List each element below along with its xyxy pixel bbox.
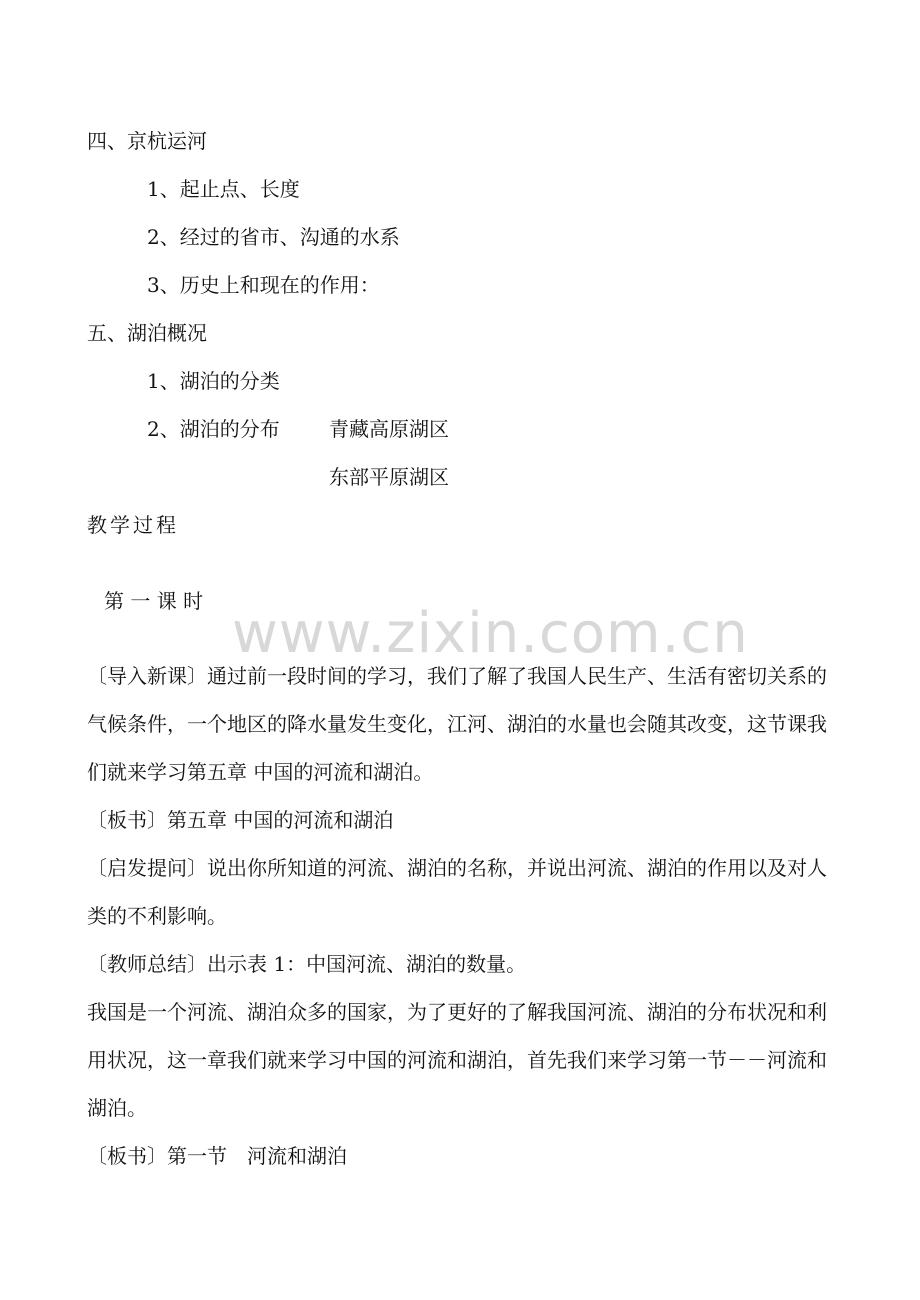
section4-item-3: 3、历史上和现在的作用： [147, 273, 380, 297]
lesson-heading: 第 一 课 时 [104, 589, 204, 613]
section4-item-2: 2、经过的省市、沟通的水系 [147, 225, 400, 249]
section5-item-2: 2、湖泊的分布 [147, 417, 280, 441]
section4-item-1: 1、起止点、长度 [147, 177, 300, 201]
paragraph-intro: 〔导入新课〕通过前一段时间的学习，我们了解了我国人民生产、生活有密切关系的气候条件，一个地区的降水量发生变化，江河、湖泊的水量也会随其改变，这节课我们就来学习第五章 中国的河流和湖泊。 [87, 664, 827, 784]
paragraph-summary: 〔教师总结〕出示表 1：中国河流、湖泊的数量。 [87, 952, 527, 976]
watermark: www.zixin.com.cn [232, 601, 749, 666]
section5-heading: 五、湖泊概况 [87, 321, 207, 345]
paragraph-question: 〔启发提问〕说出你所知道的河流、湖泊的名称，并说出河流、湖泊的作用以及对人类的不利影响。 [87, 856, 827, 928]
section5-item-1: 1、湖泊的分类 [147, 369, 280, 393]
paragraph-board-section: 〔板书〕第一节 河流和湖泊 [87, 1144, 347, 1168]
section4-heading: 四、京杭运河 [87, 129, 207, 153]
lake-region-plateau: 青藏高原湖区 [329, 417, 449, 441]
lake-region-plain: 东部平原湖区 [329, 465, 449, 489]
teaching-process-heading: 教学过程 [87, 513, 179, 537]
paragraph-overview: 我国是一个河流、湖泊众多的国家，为了更好的了解我国河流、湖泊的分布状况和利用状况，这一章我们就来学习中国的河流和湖泊，首先我们来学习第一节－－河流和湖泊。 [87, 1000, 827, 1120]
paragraph-board-chapter: 〔板书〕第五章 中国的河流和湖泊 [87, 808, 394, 832]
